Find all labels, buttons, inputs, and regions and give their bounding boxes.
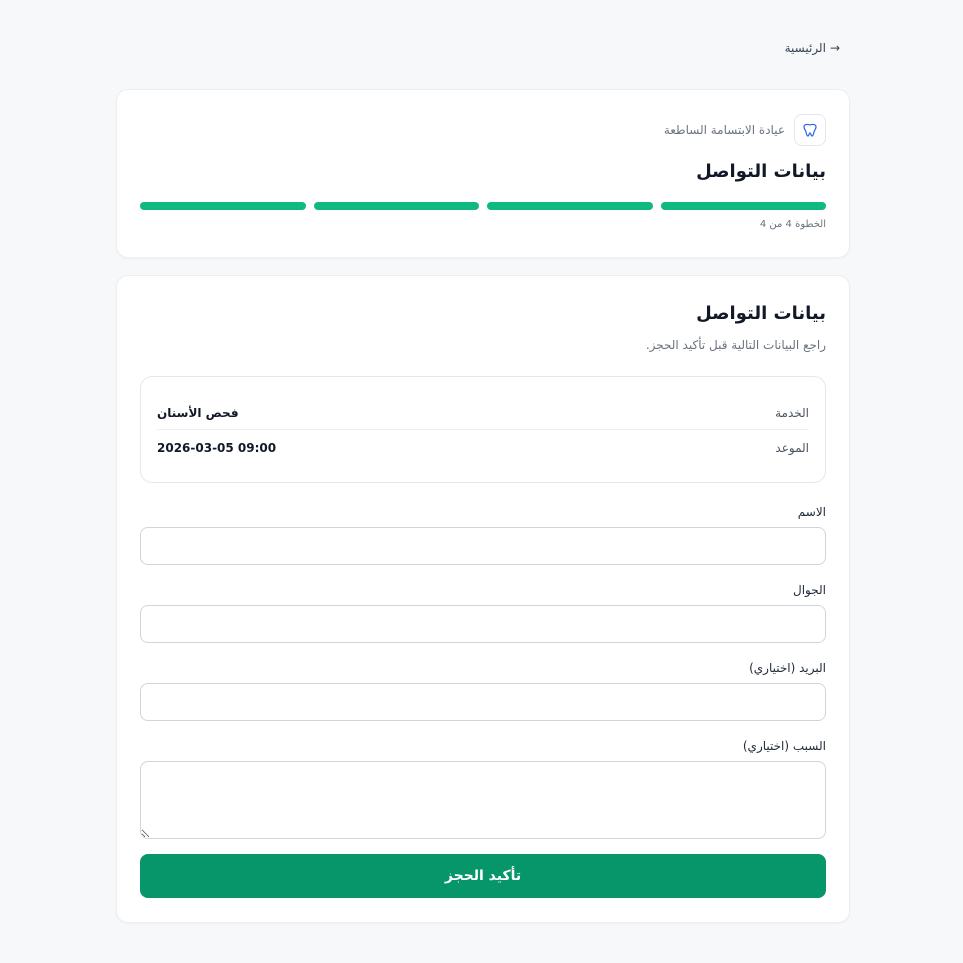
phone-label: الجوال: [793, 583, 826, 597]
email-label: البريد (اختياري): [749, 661, 826, 675]
name-label: الاسم: [797, 505, 826, 519]
summary-value: 2026-03-05 09:00: [157, 441, 277, 455]
section-subtitle: راجع البيانات التالية قبل تأكيد الحجز.: [645, 338, 826, 352]
booking-header-card: [116, 89, 850, 258]
name-input[interactable]: [140, 527, 826, 565]
clinic-name: عيادة الابتسامة الساطعة: [663, 123, 785, 137]
progress-step: [661, 202, 827, 210]
step-title: بيانات التواصل: [696, 161, 826, 182]
progress-steps: [140, 202, 826, 210]
summary-row-appointment: [157, 434, 809, 462]
summary-label: الموعد: [775, 441, 809, 455]
reason-label: السبب (اختياري): [742, 739, 826, 753]
contact-details-card: [116, 275, 850, 923]
back-to-home-link[interactable]: [785, 41, 840, 55]
summary-value: فحص الأسنان: [157, 406, 239, 420]
step-counter: الخطوة 4 من 4: [759, 219, 826, 230]
progress-step: [487, 202, 653, 210]
email-input[interactable]: [140, 683, 826, 721]
booking-summary: [140, 376, 826, 483]
arrow-right-icon: →: [829, 41, 840, 55]
tooth-icon: [794, 114, 826, 146]
progress-step: [140, 202, 306, 210]
back-link-label: الرئيسية: [784, 41, 826, 55]
summary-row-service: [157, 397, 809, 430]
section-title: بيانات التواصل: [696, 303, 826, 324]
phone-input[interactable]: [140, 605, 826, 643]
clinic-info: [664, 114, 826, 146]
confirm-booking-button[interactable]: تأكيد الحجز: [140, 854, 826, 898]
reason-textarea[interactable]: [140, 761, 826, 839]
progress-step: [314, 202, 480, 210]
summary-label: الخدمة: [775, 406, 809, 420]
